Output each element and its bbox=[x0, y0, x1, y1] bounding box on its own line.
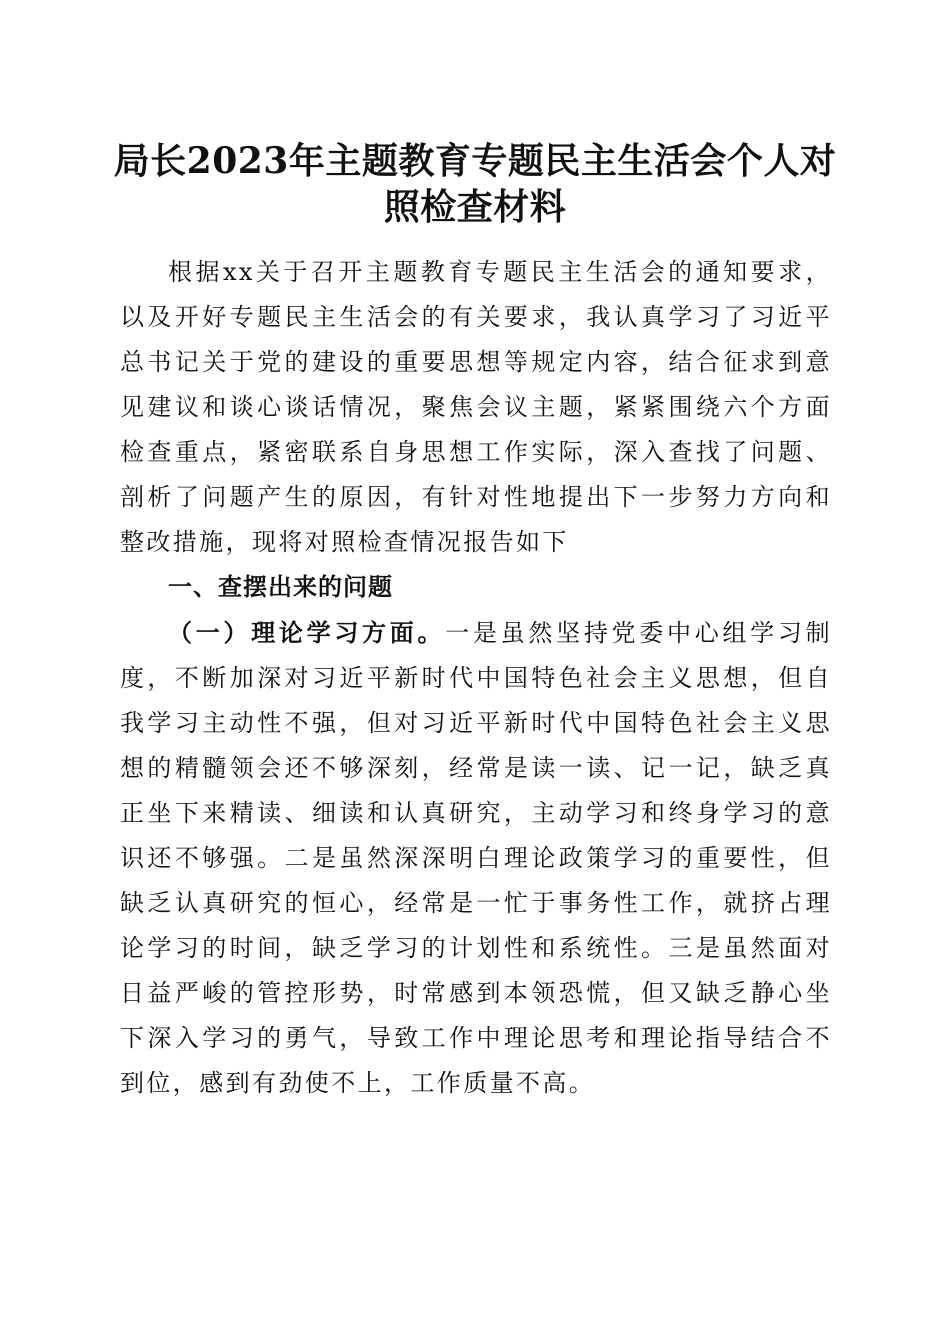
theory-study-paragraph bbox=[120, 610, 832, 1106]
document-title: 局长2023年主题教育专题民主生活会个人对照检查材料 bbox=[113, 140, 837, 228]
subsection-body-theory: 一是虽然坚持党委中心组学习制度，不断加深对习近平新时代中国特色社会主义思想，但自我学习主动性不强，但对习近平新时代中国特色社会主义思想的精髓领会还不够深刻，经常是读一读、记一记，缺乏真正坐下来精读、细读和认真研究，主动学习和终身学习的意识还不够强。二是虽然深深明白理论政策学习的重要性，但缺乏认真研究的恒心，经常是一忙于事务性工作，就挤占理论学习的时间，缺乏学习的计划性和系统性。三是虽然面对日益严峻的管控形势，时常感到本领恐慌，但又缺乏静心坐下深入学习的勇气，导致工作中理论思考和理论指导结合不到位，感到有劲使不上，工作质量不高。 bbox=[120, 619, 832, 1097]
subsection-heading-theory: （一）理论学习方面。 bbox=[168, 618, 446, 647]
intro-paragraph: 根据xx关于召开主题教育专题民主生活会的通知要求，以及开好专题民主生活会的有关要求，我认真学习了习近平总书记关于党的建设的重要思想等规定内容，结合征求到意见建议和谈心谈话情况，聚焦会议主题，紧紧围绕六个方面检查重点，紧密联系自身思想工作实际，深入查找了问题、剖析了问题产生的原因，有针对性地提出下一步努力方向和整改措施，现将对照检查情况报告如下 bbox=[120, 258, 832, 556]
document-body bbox=[120, 250, 832, 1106]
section-heading-problems: 一、查摆出来的问题 bbox=[168, 573, 393, 601]
